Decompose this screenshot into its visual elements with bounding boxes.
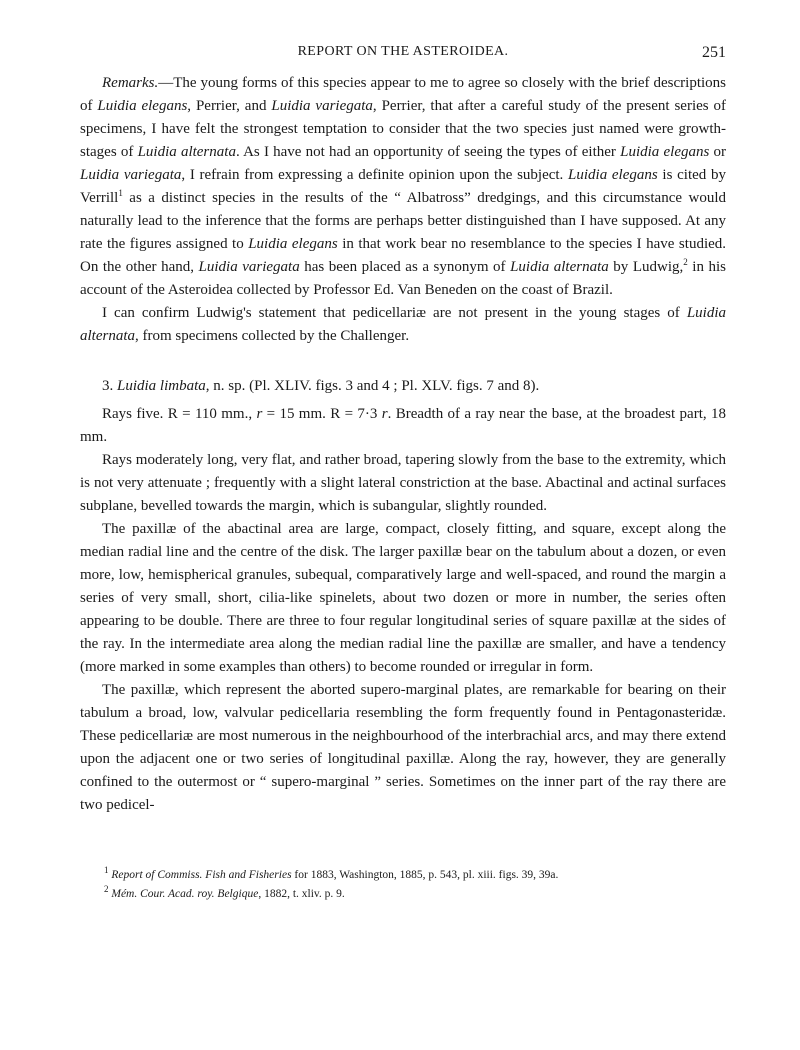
species-name: Luidia limbata <box>117 378 206 394</box>
measurements-paragraph: Rays five. R = 110 mm., r = 15 mm. R = 7·3 r. Breadth of a ray near the base, at the broadest part, 18 mm. <box>80 406 726 445</box>
footnote-ref-2: 2 <box>683 257 688 267</box>
remarks-paragraph: Remarks.—The young forms of this species appear to me to agree so closely with the brief descriptions of Luidia elegans, Perrier, and Luidia variegata, Perrier, that after a careful study of the present series of specimens, I have felt the strongest temptation to consider that the two species just named were growth-stages of Luidia alternata. As I have not had an opportunity of seeing the types of either Luidia elegans or Luidia variegata, I refrain from expressing a definite opinion upon the subject. Luidia elegans is cited by Verrill$^1$ as a distinct species in the results of the “ Albatross” dredgings, and this circumstance would naturally lead to the inference that the forms are perhaps better distinguished than I have supposed. At any rate the figures assigned to Luidia elegans in that work bear no resemblance to the species I have studied. On the other hand, Luidia variegata has been placed as a synonym of Luidia alternata by Ludwig,$^2$ in his account of the Asteroidea collected by Professor Ed. Van Beneden on the coast of Brazil. <box>80 75 727 298</box>
marginal-paragraph: The paxillæ, which represent the aborted supero-marginal plates, are remarkable for bearing on their tabulum a broad, low, valvular pedicellaria resembling the form frequently found in Pentagonasteridæ. These pedicellariæ are most numerous in the neighbourhood of the interbrachial arcs, and may there extend upon the adjacent one or two series of longitudinal paxillæ. Along the ray, however, they are generally confined to the outermost or “ supero-marginal ” series. Sometimes on the inner part of the ray there are two pedicel- <box>80 682 726 813</box>
body-text <box>80 72 726 817</box>
ludwig-paragraph: I can confirm Ludwig's statement that pedicellariæ are not present in the young stages of Luidia alternata, from specimens collected by the Challenger. <box>80 305 726 344</box>
page-header <box>80 44 726 66</box>
footnote-1: $^1$ Report of Commiss. Fish and Fisheries for 1883, Washington, 1885, p. 543, pl. xiii. figs. 39, 39a. <box>104 865 559 881</box>
page-number: 251 <box>702 44 726 61</box>
footnote-2: $^2$ Mém. Cour. Acad. roy. Belgique, 1882, t. xliv. p. 9. <box>104 884 345 900</box>
paxillae-paragraph: The paxillæ of the abactinal area are large, compact, closely fitting, and square, except along the median radial line and the centre of the disk. The larger paxillæ bear on the tabulum about a dozen, or even more, low, hemispherical granules, subequal, comparatively large and well-spaced, and round the margin a series of very small, short, cilia-like spinelets, about two dozen or more in number, the series often appearing to be double. There are three to four regular longitudinal series of square paxillæ at the sides of the ray. In the intermediate area along the median radial line the paxillæ are smaller, and have a tendency (more marked in some examples than others) to become rounded or irregular in form. <box>80 521 726 675</box>
remarks-label: Remarks. <box>102 75 159 91</box>
section-heading: 3. Luidia limbata, n. sp. (Pl. XLIV. figs. 3 and 4 ; Pl. XLV. figs. 7 and 8). <box>102 378 540 394</box>
rays-paragraph: Rays moderately long, very flat, and rather broad, tapering slowly from the base to the extremity, which is not very attenuate ; frequently with a slight lateral constriction at the base. Abactinal and actinal surfaces subplane, bevelled towards the margin, which is subangular, slightly rounded. <box>80 452 726 514</box>
footnotes <box>80 866 726 904</box>
footnote-ref-1: 1 <box>118 188 123 198</box>
running-title: REPORT ON THE ASTEROIDEA. <box>297 44 509 59</box>
